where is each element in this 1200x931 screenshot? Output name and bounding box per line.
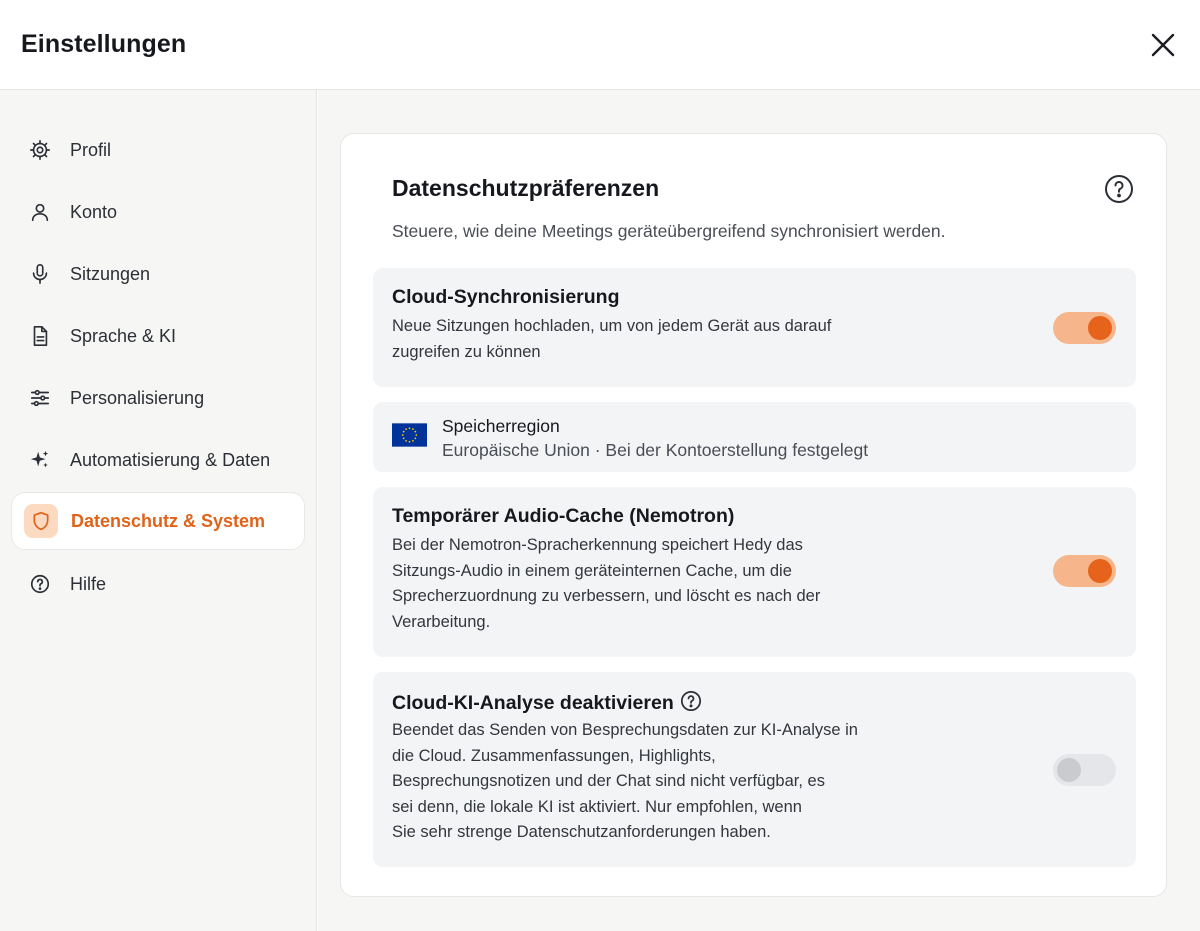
sidebar-item-sprache-ki[interactable] (11, 307, 305, 365)
cloud-sync-title: Cloud-Synchronisierung (392, 286, 620, 308)
storage-region-label: Speicherregion (442, 416, 560, 436)
help-circle-icon (1104, 174, 1134, 204)
sidebar-item-profil[interactable] (11, 121, 305, 179)
desc-line: sei denn, die lokale KI ist aktiviert. Nur empfohlen, wenn (392, 797, 802, 816)
sidebar-item-label: Profil (70, 139, 112, 160)
audio-cache-toggle[interactable] (1053, 555, 1116, 587)
cloud-sync-row (373, 268, 1136, 387)
sidebar-item-konto[interactable] (11, 183, 305, 241)
sidebar-item-label: Automatisierung & Daten (70, 449, 271, 470)
sidebar-item-label: Sitzungen (70, 263, 151, 284)
toggle-knob (1057, 758, 1081, 782)
cloud-ai-title-wrap (392, 690, 702, 715)
toggle-knob (1088, 559, 1112, 583)
help-button[interactable] (1104, 174, 1134, 204)
desc-line: zugreifen zu können (392, 342, 541, 361)
sidebar-item-automatisierung[interactable] (11, 431, 305, 489)
desc-line: Besprechungsnotizen und der Chat sind nicht verfügbar, es (392, 772, 825, 790)
sidebar-item-label: Personalisierung (70, 387, 205, 408)
cloud-ai-description (392, 718, 858, 846)
audio-cache-description (392, 533, 820, 635)
close-icon (1150, 32, 1176, 58)
dialog-title: Einstellungen (21, 30, 187, 58)
document-icon (23, 319, 57, 353)
desc-line: Bei der Nemotron-Spracherkennung speichert Hedy das (392, 536, 803, 554)
microphone-icon (23, 257, 57, 291)
section-title: Datenschutzpräferenzen (392, 175, 660, 201)
cloud-sync-description (392, 314, 831, 365)
sidebar-item-label: Hilfe (70, 573, 107, 594)
sidebar-item-hilfe[interactable] (11, 555, 305, 613)
dialog-header (0, 0, 1200, 90)
gear-icon (23, 133, 57, 167)
cloud-sync-toggle[interactable] (1053, 312, 1116, 344)
sidebar-item-sitzungen[interactable] (11, 245, 305, 303)
sidebar-item-datenschutz[interactable] (11, 492, 305, 550)
audio-cache-row (373, 487, 1136, 657)
audio-cache-title: Temporärer Audio-Cache (Nemotron) (392, 505, 735, 527)
storage-region-value: Europäische Union · Bei der Kontoerstellung festgelegt (442, 440, 869, 460)
sidebar-item-label: Konto (70, 201, 118, 222)
close-button[interactable] (1147, 29, 1179, 61)
shield-icon (24, 504, 58, 538)
desc-line: Sie sehr strenge Datenschutzanforderungen haben. (392, 823, 771, 841)
settings-content (318, 90, 1200, 931)
section-subtitle: Steuere, wie deine Meetings geräteübergreifend synchronisiert werden. (392, 221, 946, 241)
cloud-ai-title: Cloud-KI-Analyse deaktivieren (392, 692, 674, 714)
desc-line: Verarbeitung. (392, 612, 491, 631)
storage-region-row (373, 402, 1136, 472)
sidebar-item-label: Sprache & KI (70, 325, 177, 346)
user-icon (23, 195, 57, 229)
help-circle-icon (23, 567, 57, 601)
cloud-ai-toggle[interactable] (1053, 754, 1116, 786)
desc-line: Sitzungs-Audio in einem geräteinternen Cache, um die (392, 561, 792, 580)
sidebar-item-personalisierung[interactable] (11, 369, 305, 427)
privacy-card (340, 133, 1167, 897)
eu-flag-icon (392, 423, 427, 447)
sparkles-icon (23, 443, 57, 477)
cloud-ai-row (373, 672, 1136, 867)
sliders-icon (23, 381, 57, 415)
desc-line: die Cloud. Zusammenfassungen, Highlights, (392, 746, 716, 765)
help-circle-icon (680, 690, 702, 712)
desc-line: Sprecherzuordnung zu verbessern, und löscht es nach der (392, 587, 821, 605)
cloud-ai-help-button[interactable] (680, 690, 702, 712)
toggle-knob (1088, 316, 1112, 340)
sidebar-item-label: Datenschutz & System (71, 510, 266, 531)
desc-line: Beendet das Senden von Besprechungsdaten zur KI-Analyse in (392, 721, 858, 739)
settings-sidebar (0, 90, 317, 931)
desc-line: Neue Sitzungen hochladen, um von jedem Gerät aus darauf (392, 317, 832, 335)
